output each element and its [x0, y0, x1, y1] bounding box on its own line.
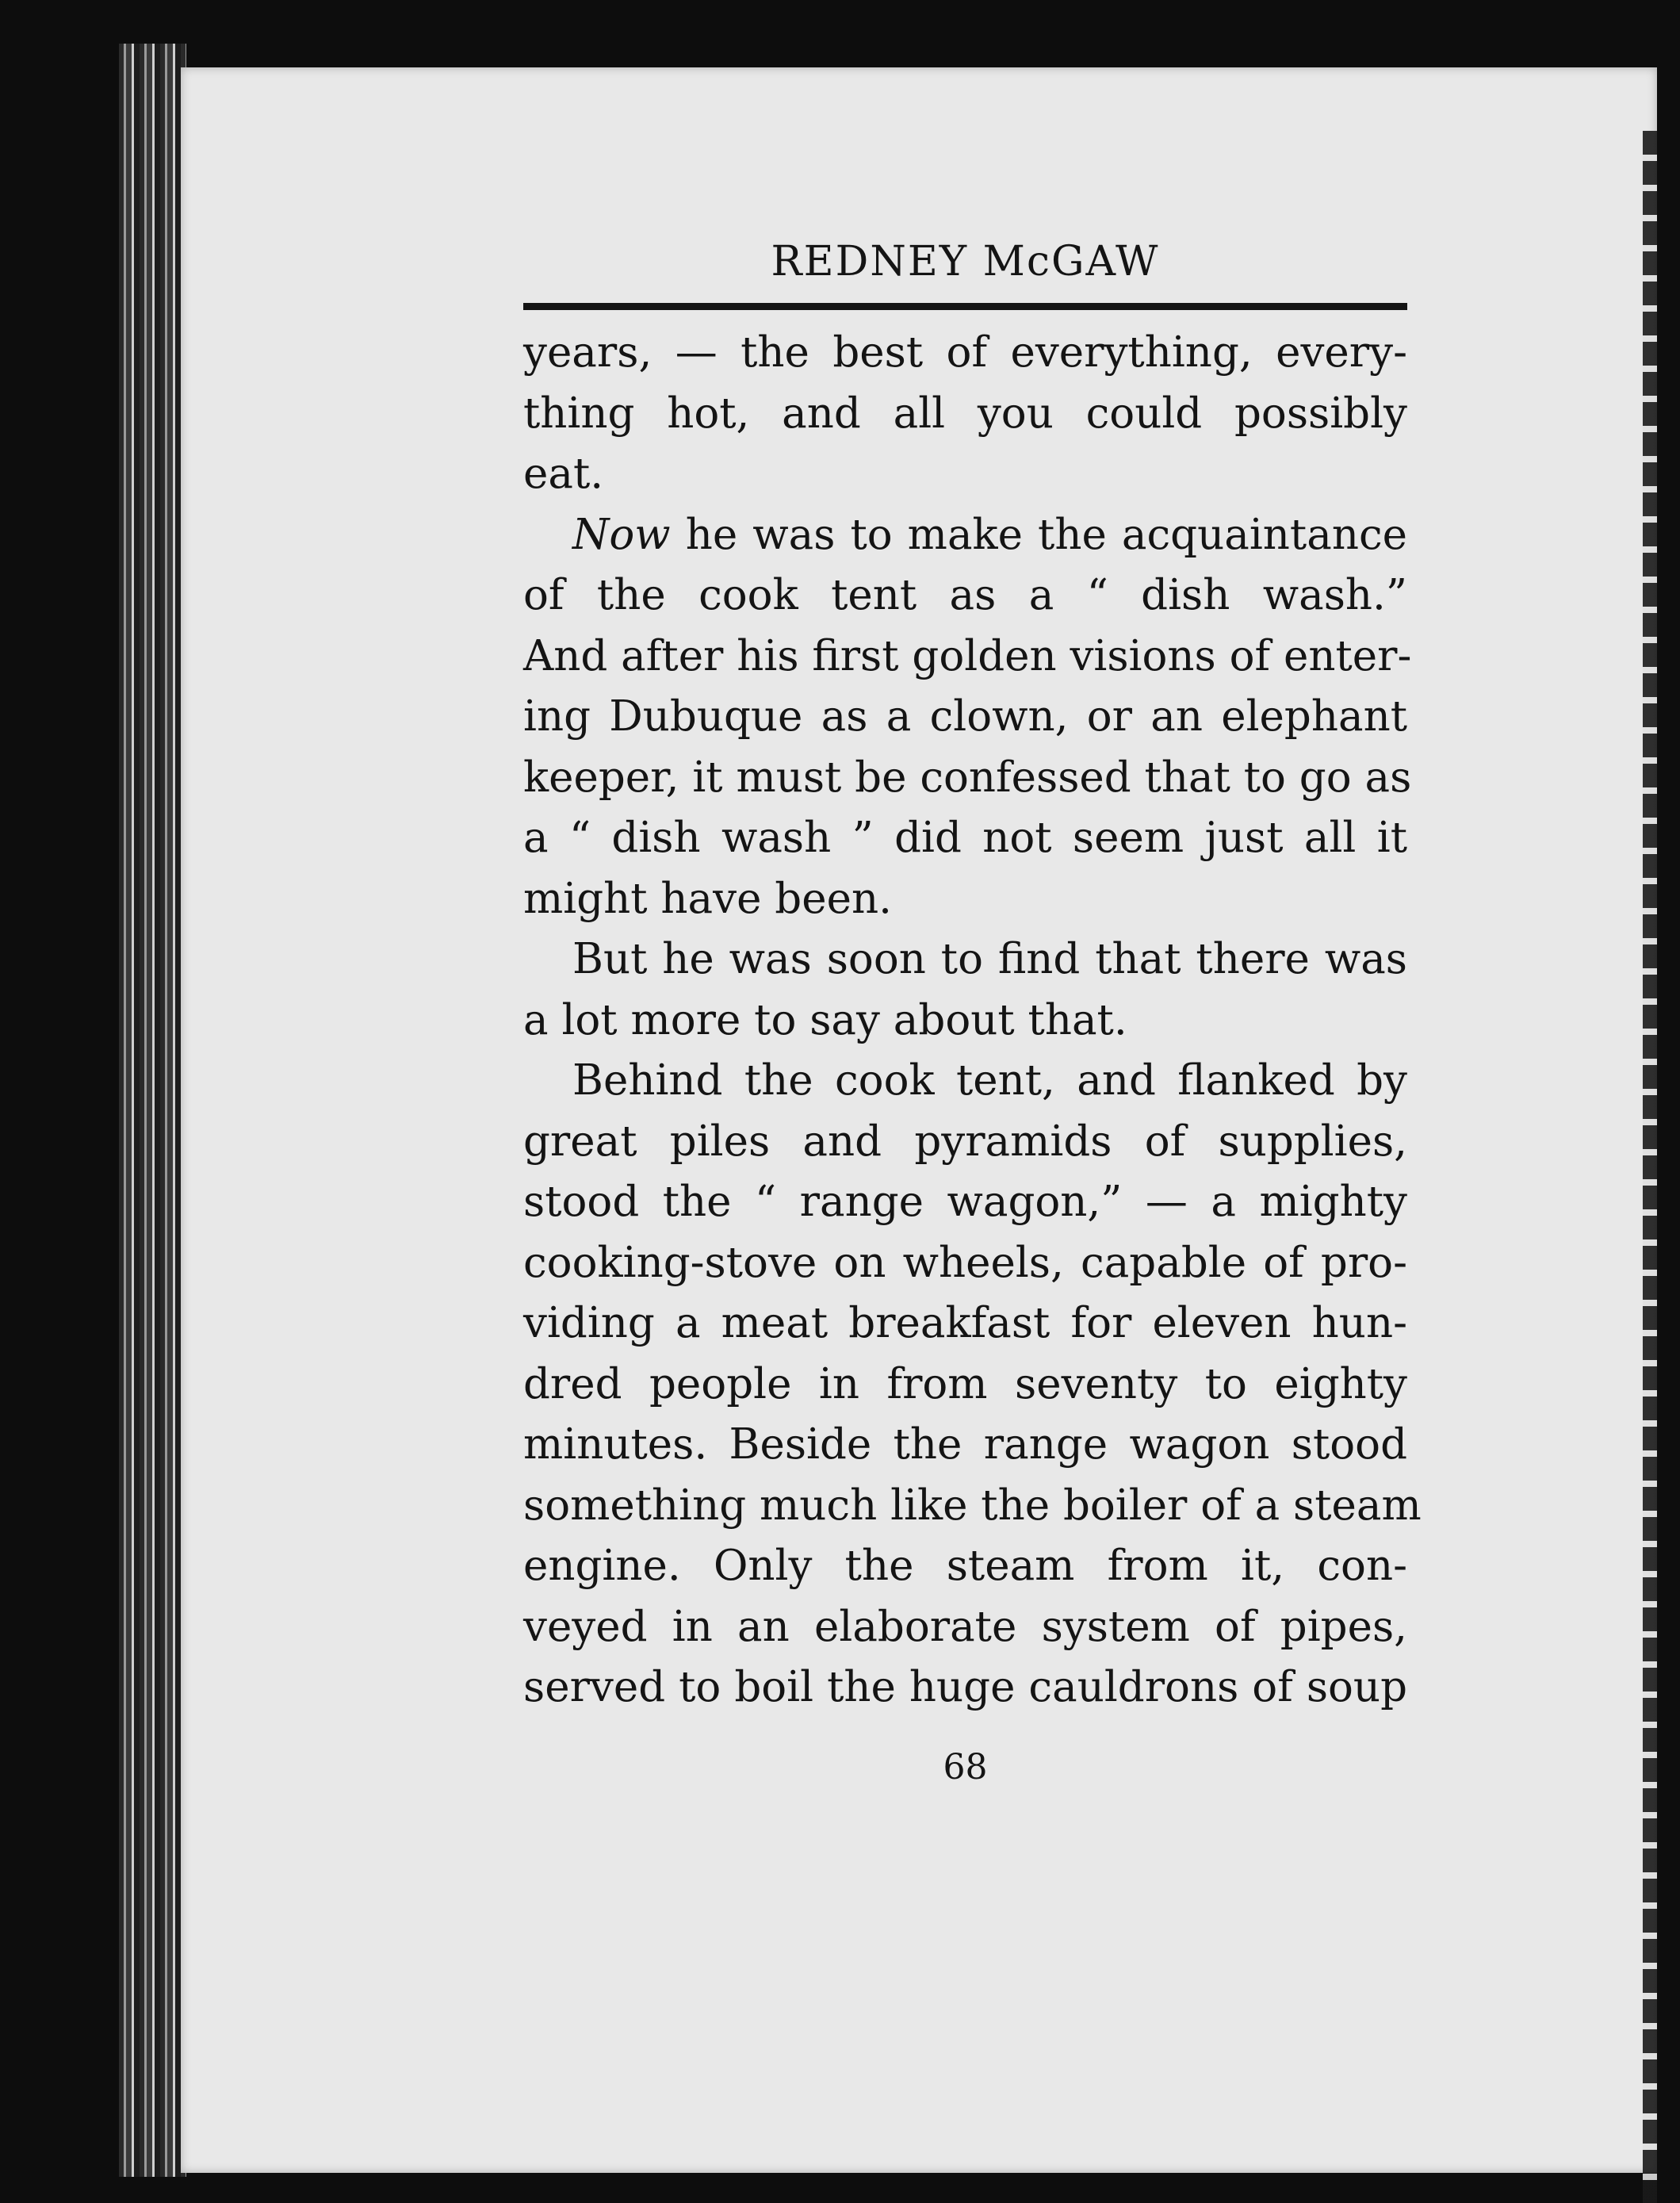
- text-line: And after his first golden visions of enter-: [523, 631, 1412, 680]
- text-block: [523, 238, 1422, 1787]
- text-line: something much like the boiler of a steam: [523, 1481, 1422, 1530]
- italic-word: Now: [572, 510, 671, 559]
- text-line-rest: he was to make the acquaintance: [685, 510, 1407, 559]
- paragraph-4: [523, 1051, 1422, 1718]
- paragraph-3: [523, 929, 1407, 1051]
- text-line: of the cook tent as a “ dish wash.”: [523, 571, 1407, 619]
- text-line: Behind the cook tent, and flanked by: [572, 1056, 1407, 1105]
- text-line: stood the “ range wagon,” — a mighty: [523, 1178, 1407, 1226]
- text-line: engine. Only the steam from it, con-: [523, 1542, 1407, 1590]
- text-line: thing hot, and all you could possibly: [523, 389, 1407, 438]
- paragraph-1: [523, 323, 1407, 505]
- text-line: cooking-stove on wheels, capable of pro-: [523, 1238, 1407, 1287]
- text-line: might have been.: [523, 874, 892, 923]
- text-line: veyed in an elaborate system of pipes,: [523, 1602, 1407, 1651]
- text-line: served to boil the huge cauldrons of soup: [523, 1663, 1407, 1711]
- paragraph-2: [523, 505, 1412, 930]
- text-line: years, — the best of everything, every-: [523, 328, 1407, 377]
- header-rule: [523, 303, 1407, 310]
- page-number: 68: [943, 1746, 988, 1787]
- running-head: REDNEY McGAW: [771, 238, 1160, 285]
- text-line: minutes. Beside the range wagon stood: [523, 1420, 1407, 1469]
- text-line: dred people in from seventy to eighty: [523, 1359, 1407, 1408]
- page-edge: [1643, 131, 1657, 2203]
- text-line: a lot more to say about that.: [523, 995, 1127, 1044]
- text-line: a “ dish wash ” did not seem just all it: [523, 814, 1407, 862]
- text-line: keeper, it must be confessed that to go as: [523, 753, 1412, 802]
- book-binding: [119, 44, 186, 2177]
- text-line: [523, 505, 1407, 566]
- text-line: ing Dubuque as a clown, or an elephant: [523, 692, 1407, 741]
- text-line: But he was soon to find that there was: [572, 935, 1407, 983]
- text-line: eat.: [523, 450, 604, 498]
- text-line: great piles and pyramids of supplies,: [523, 1117, 1407, 1166]
- text-line: viding a meat breakfast for eleven hun-: [523, 1299, 1407, 1347]
